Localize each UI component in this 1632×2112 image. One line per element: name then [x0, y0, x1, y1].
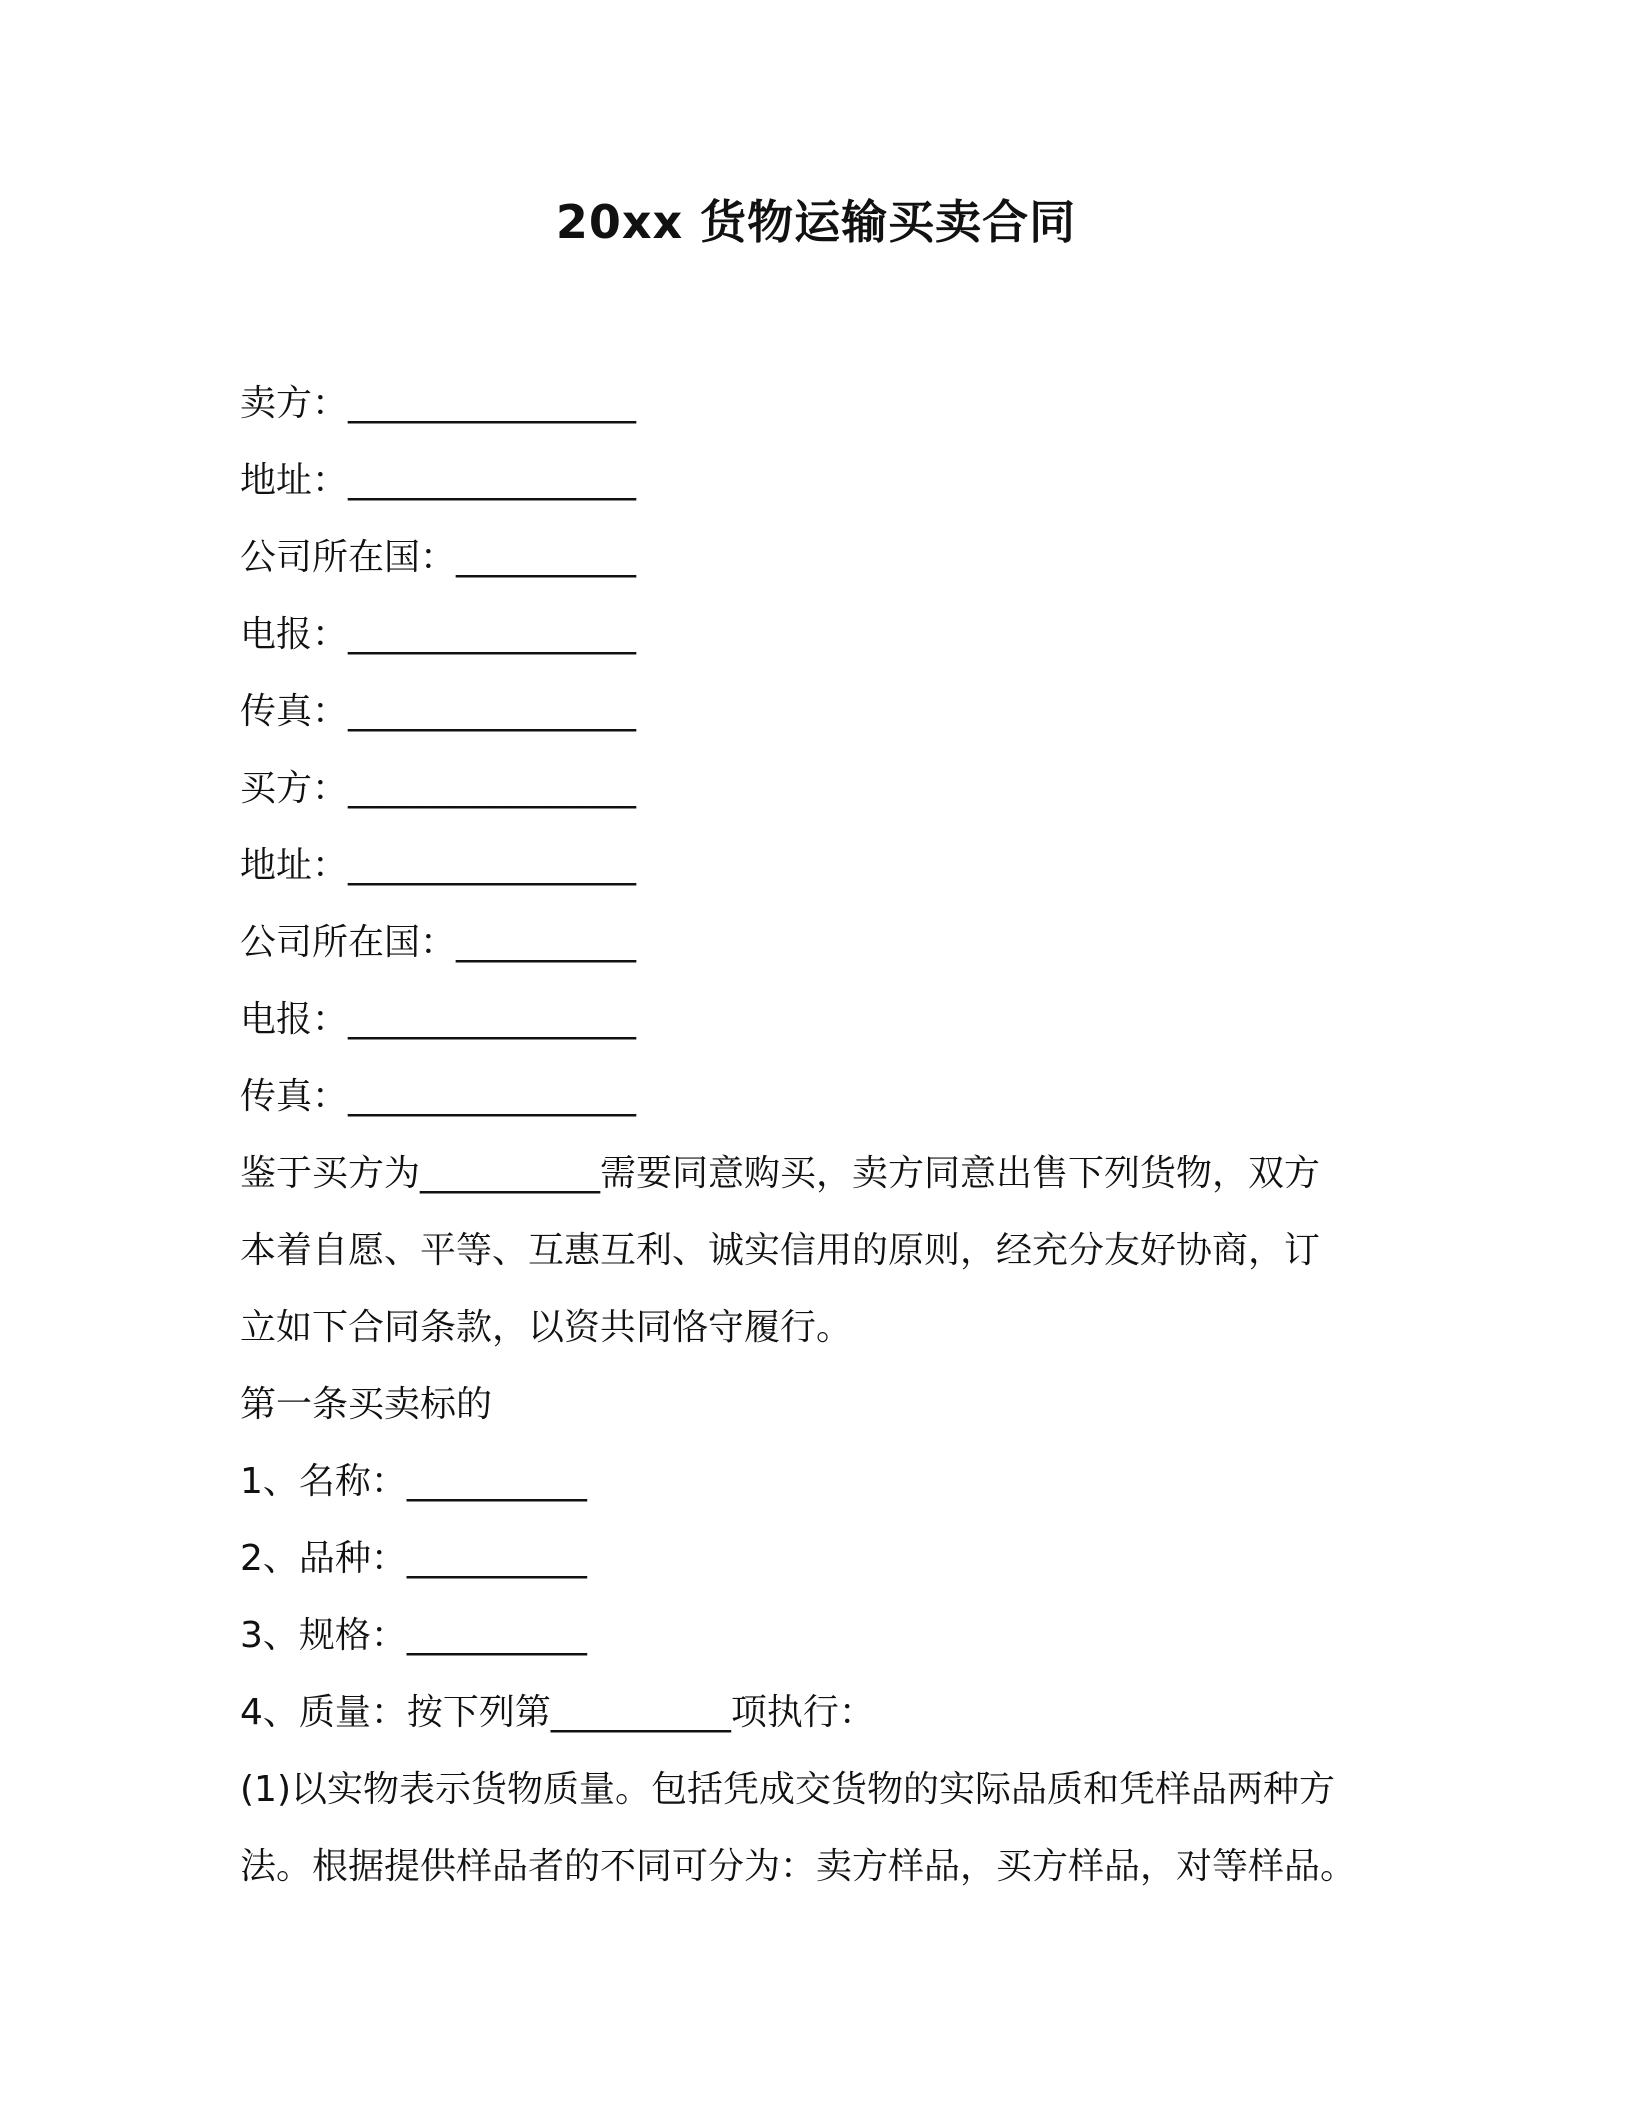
- document-title: 20xx 货物运输买卖合同: [555, 195, 1077, 249]
- clause-line: 法。根据提供样品者的不同可分为：卖方样品，买方样品，对等样品。: [240, 1846, 1357, 1887]
- buyer-address-line: 地址：________________: [240, 845, 637, 886]
- seller-name-line: 卖方：________________: [240, 383, 637, 424]
- buyer-fax-line: 传真：________________: [240, 1076, 637, 1117]
- preamble-line: 本着自愿、平等、互惠互利、诚实信用的原则，经充分友好协商，订: [240, 1230, 1321, 1271]
- item-variety-line: 2、品种：__________: [240, 1538, 587, 1579]
- item-spec-line: 3、规格：__________: [240, 1615, 587, 1656]
- seller-fax-line: 传真：________________: [240, 691, 637, 732]
- article-1-items: [240, 1443, 1375, 1751]
- clause-1-paragraph: [240, 1751, 1375, 1905]
- buyer-name-line: 买方：________________: [240, 768, 637, 809]
- preamble-line: 立如下合同条款，以资共同恪守履行。: [240, 1307, 853, 1348]
- seller-address-line: 地址：________________: [240, 460, 637, 501]
- article-1-heading: 第一条买卖标的: [240, 1384, 493, 1425]
- buyer-country-line: 公司所在国：__________: [240, 922, 637, 963]
- clause-line: (1)以实物表示货物质量。包括凭成交货物的实际品质和凭样品两种方: [240, 1769, 1335, 1810]
- seller-telegram-line: 电报：________________: [240, 614, 637, 655]
- buyer-telegram-line: 电报：________________: [240, 999, 637, 1040]
- item-name-line: 1、名称：__________: [240, 1461, 587, 1502]
- preamble-line: 鉴于买方为__________需要同意购买，卖方同意出售下列货物，双方: [240, 1153, 1321, 1194]
- seller-info-block: [240, 365, 1375, 750]
- document-body: [240, 365, 1375, 1905]
- preamble-paragraph: [240, 1135, 1375, 1366]
- seller-country-line: 公司所在国：__________: [240, 537, 637, 578]
- buyer-info-block: [240, 750, 1375, 1135]
- item-quality-line: 4、质量：按下列第__________项执行：: [240, 1692, 875, 1733]
